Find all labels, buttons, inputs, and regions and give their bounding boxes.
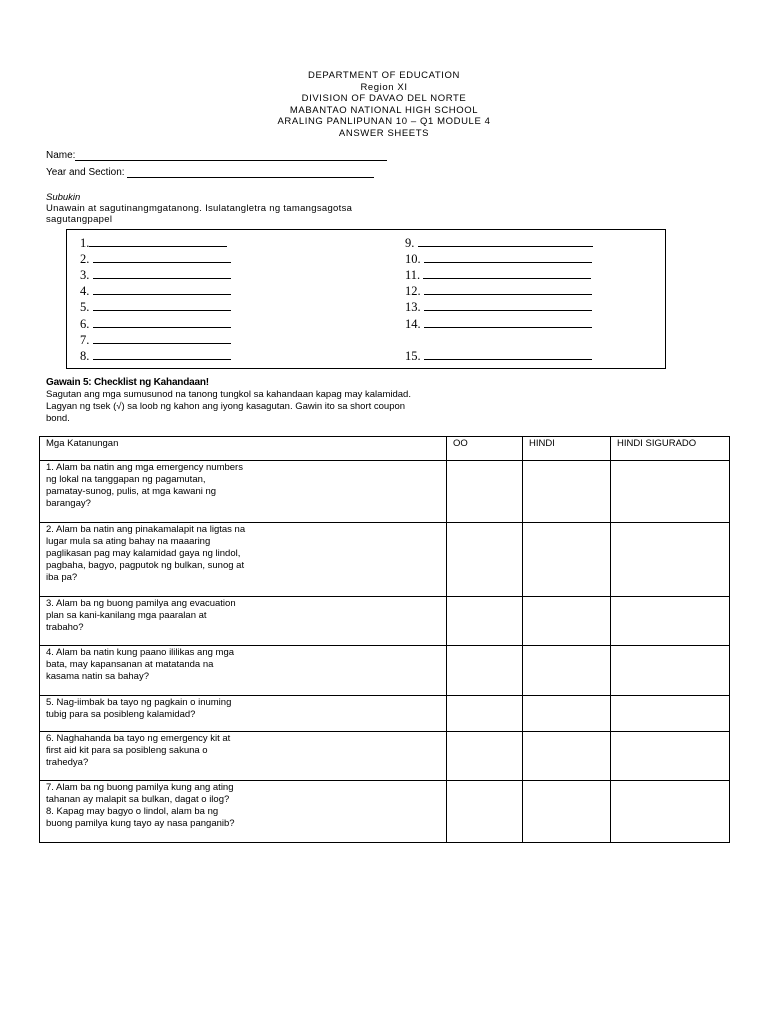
hindi-sigurado-cell[interactable]	[611, 646, 730, 696]
answer-item-5[interactable]	[80, 300, 231, 315]
hindi-cell[interactable]	[523, 732, 611, 781]
question-cell	[40, 696, 447, 732]
answer-blank[interactable]	[93, 333, 231, 344]
table-row	[40, 732, 730, 781]
answer-item-8[interactable]	[80, 349, 231, 364]
header-school: MABANTAO NATIONAL HIGH SCHOOL	[289, 104, 479, 116]
answer-blank[interactable]	[424, 252, 592, 263]
question-text: 2. Alam ba natin ang pinakamalapit na ligtas na lugar mula sa ating bahay na maaaring paglikasan pag may kalamidad gaya ng lindol, pagbaha, bagyo, pagputok ng bulkan, sunog at iba pa?	[46, 524, 246, 583]
answer-item-12[interactable]	[405, 284, 592, 299]
answer-blank[interactable]	[418, 236, 593, 247]
answer-number: 11.	[405, 268, 421, 282]
oo-cell[interactable]	[447, 781, 523, 843]
question-cell	[40, 732, 447, 781]
answer-blank[interactable]	[423, 268, 591, 279]
table-header-row	[40, 437, 730, 461]
header-hindi: HINDI	[523, 437, 611, 461]
oo-cell[interactable]	[447, 523, 523, 597]
hindi-cell[interactable]	[523, 781, 611, 843]
question-cell	[40, 646, 447, 696]
answer-number: 15.	[405, 349, 421, 363]
answer-number: 3.	[80, 268, 90, 282]
table-row	[40, 646, 730, 696]
answer-number: 1.	[80, 236, 90, 250]
answer-item-11[interactable]	[405, 268, 591, 283]
hindi-sigurado-cell[interactable]	[611, 597, 730, 646]
answer-item-13[interactable]	[405, 300, 592, 315]
hindi-sigurado-cell[interactable]	[611, 781, 730, 843]
name-label: Name:	[46, 150, 76, 161]
gawain-line-2: Lagyan ng tsek (√) sa loob ng kahon ang iyong kasagutan. Gawin ito sa short coupon	[46, 401, 406, 412]
answer-number: 5.	[80, 300, 90, 314]
answer-item-10[interactable]	[405, 252, 592, 267]
hindi-sigurado-cell[interactable]	[611, 523, 730, 597]
document-header	[0, 70, 768, 139]
answer-item-4[interactable]	[80, 284, 231, 299]
checklist-table	[39, 436, 730, 843]
header-hindi-sigurado: HINDI SIGURADO	[611, 437, 730, 461]
header-doc-title: ANSWER SHEETS	[338, 127, 430, 139]
question-cell	[40, 523, 447, 597]
answer-blank[interactable]	[424, 349, 592, 360]
answer-number: 6.	[80, 317, 90, 331]
question-text: 6. Naghahanda ba tayo ng emergency kit at first aid kit para sa posibleng sakuna o trahedya?	[46, 733, 231, 768]
oo-cell[interactable]	[447, 461, 523, 523]
table-row	[40, 523, 730, 597]
answer-blank[interactable]	[424, 300, 592, 311]
question-text: 5. Nag-iimbak ba tayo ng pagkain o inuming tubig para sa posibleng kalamidad?	[46, 697, 232, 720]
answer-number: 14.	[405, 317, 421, 331]
answer-number: 12.	[405, 284, 421, 298]
answer-number: 9.	[405, 236, 415, 250]
question-text: 1. Alam ba natin ang mga emergency numbers ng lokal na tanggapan ng pagamutan, pamatay-sunog, pulis, at mga kawani ng barangay?	[46, 462, 243, 509]
question-cell	[40, 597, 447, 646]
name-field[interactable]	[46, 150, 387, 161]
header-oo: OO	[447, 437, 523, 461]
header-subject: ARALING PANLIPUNAN 10 – Q1 MODULE 4	[277, 116, 491, 127]
answer-number: 2.	[80, 252, 90, 266]
hindi-cell[interactable]	[523, 646, 611, 696]
gawain-line-3: bond.	[46, 413, 70, 424]
hindi-cell[interactable]	[523, 597, 611, 646]
answer-blank[interactable]	[424, 284, 592, 295]
oo-cell[interactable]	[447, 646, 523, 696]
gawain-instructions	[46, 389, 426, 425]
answer-blank[interactable]	[93, 317, 231, 328]
question-text: 7. Alam ba ng buong pamilya kung ang ating tahanan ay malapit sa bulkan, dagat o ilog?	[46, 782, 234, 805]
header-department: DEPARTMENT OF EDUCATION	[308, 70, 460, 81]
hindi-cell[interactable]	[523, 696, 611, 732]
answer-number: 8.	[80, 349, 90, 363]
question-cell	[40, 781, 447, 843]
header-question: Mga Katanungan	[40, 437, 447, 461]
answer-blank[interactable]	[93, 300, 231, 311]
hindi-sigurado-cell[interactable]	[611, 696, 730, 732]
question-cell	[40, 461, 447, 523]
name-blank[interactable]	[75, 151, 387, 161]
gawain-line-1: Sagutan ang mga sumusunod na tanong tungkol sa kahandaan kapag may kalamidad.	[46, 389, 411, 400]
answer-item-15[interactable]	[405, 349, 592, 364]
oo-cell[interactable]	[447, 732, 523, 781]
answer-item-6[interactable]	[80, 317, 231, 332]
answer-number: 10.	[405, 252, 421, 266]
answer-item-9[interactable]	[405, 236, 593, 251]
hindi-cell[interactable]	[523, 461, 611, 523]
oo-cell[interactable]	[447, 696, 523, 732]
answer-item-14[interactable]	[405, 317, 592, 332]
table-row	[40, 597, 730, 646]
answer-item-2[interactable]	[80, 252, 231, 267]
answer-box	[66, 229, 666, 369]
hindi-sigurado-cell[interactable]	[611, 732, 730, 781]
answer-blank[interactable]	[93, 268, 231, 279]
question-text: 8. Kapag may bagyo o lindol, alam ba ng buong pamilya kung tayo ay nasa panganib?	[46, 806, 235, 829]
header-region: Region XI	[360, 81, 408, 93]
question-text: 4. Alam ba natin kung paano ililikas ang mga bata, may kapansanan at matatanda na kasama natin sa bahay?	[46, 647, 235, 682]
answer-blank[interactable]	[89, 236, 227, 247]
hindi-sigurado-cell[interactable]	[611, 461, 730, 523]
subukin-title: Subukin	[46, 192, 81, 203]
table-row	[40, 696, 730, 732]
answer-item-3[interactable]	[80, 268, 231, 283]
question-text: 3. Alam ba ng buong pamilya ang evacuation plan sa kani-kanilang mga paaralan at trabaho?	[46, 598, 236, 633]
section-field[interactable]	[46, 167, 374, 178]
hindi-cell[interactable]	[523, 523, 611, 597]
answer-number: 7.	[80, 333, 90, 347]
table-row	[40, 781, 730, 843]
header-division: DIVISION OF DAVAO DEL NORTE	[301, 93, 467, 104]
answer-blank[interactable]	[93, 349, 231, 360]
answer-item-7[interactable]	[80, 333, 231, 348]
answer-item-1[interactable]	[80, 236, 227, 251]
answer-number: 13.	[405, 300, 421, 314]
answer-blank[interactable]	[93, 284, 231, 295]
gawain-title: Gawain 5: Checklist ng Kahandaan!	[46, 377, 209, 388]
subukin-instruction: Unawain at sagutinangmgatanong. Isulatangletra ng tamangsagotsa sagutangpapel	[46, 203, 353, 225]
answer-blank[interactable]	[424, 317, 592, 328]
table-row	[40, 461, 730, 523]
answer-blank[interactable]	[93, 252, 231, 263]
oo-cell[interactable]	[447, 597, 523, 646]
section-label: Year and Section:	[46, 167, 125, 178]
section-blank[interactable]	[127, 168, 374, 178]
answer-number: 4.	[80, 284, 90, 298]
